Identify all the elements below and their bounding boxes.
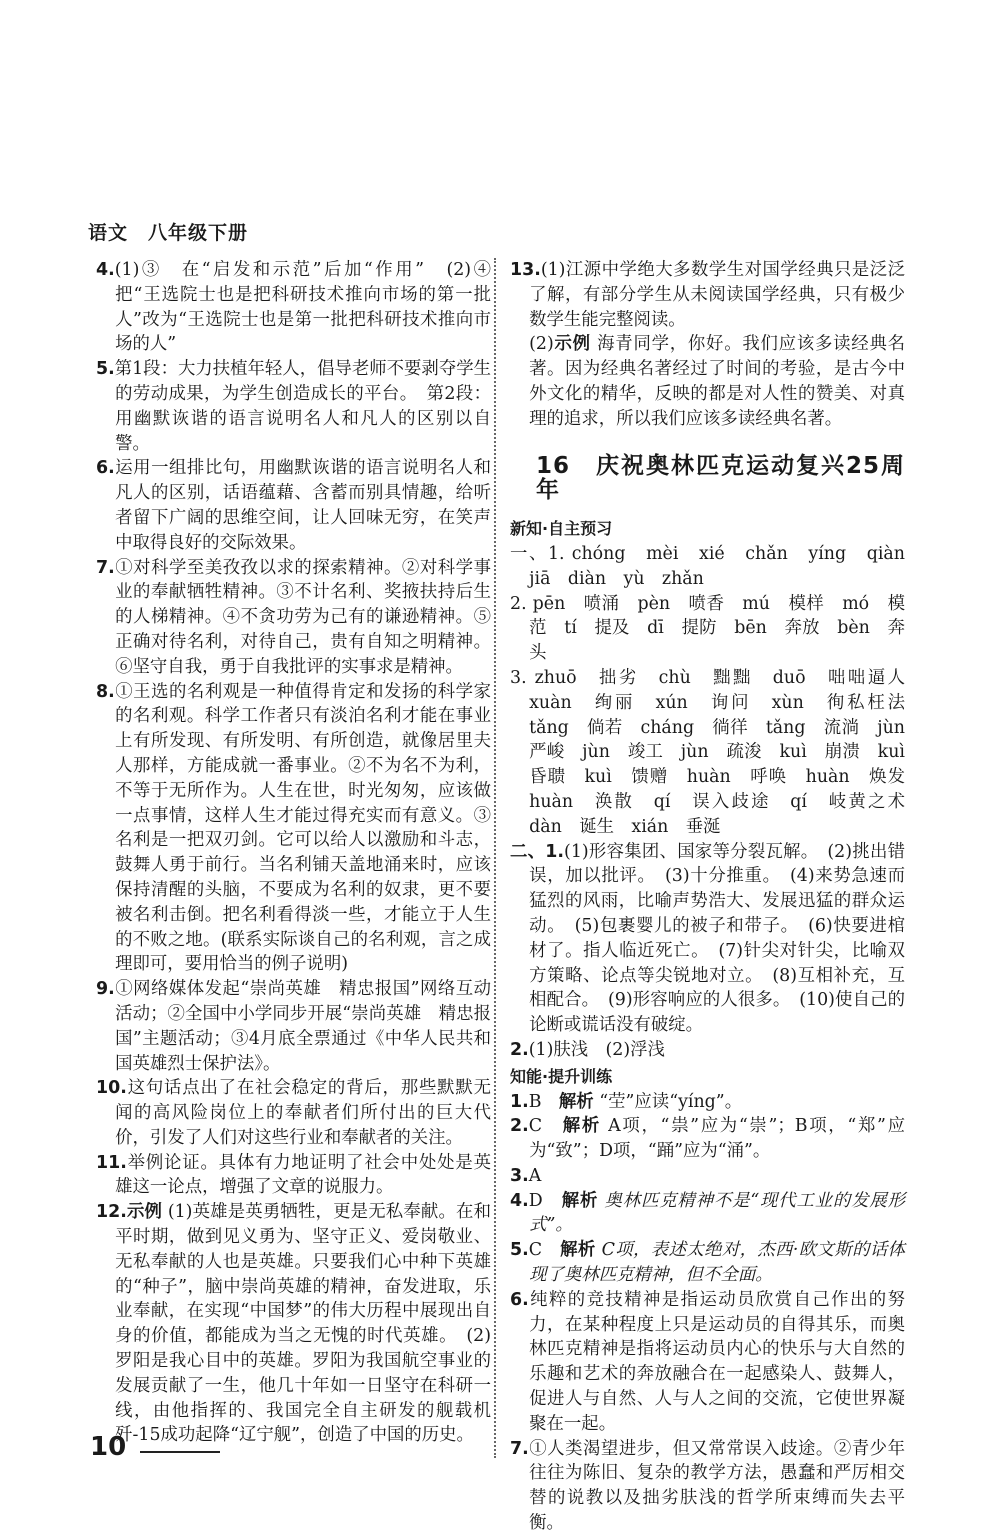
pinyin-q3: 3. zhuō 拙劣 chù 黜黜 duō 咄咄逼人 xuàn 绚丽 xún 询问 xùn 徇私枉法 tǎng 倘若 cháng 徜徉 tǎng 流淌 jùn 严峻 jùn 竣工 jùn 疏浚 kuì 崩溃 kuì 昏聩 kuì 馈赠 huàn 呼唤 huàn 焕发 huàn 涣散 qí 误入歧途 qí 岐黄之术 dàn 诞生 xián 垂涎 bbox=[510, 667, 923, 837]
answer-item: 4.D 解析 奥林匹克精神不是“现代工业的发展形式”。 bbox=[510, 1190, 905, 1236]
answer-item: 5.第1段：大力扶植年轻人，倡导老师不要剥夺学生的劳动成果，为学生创造成长的平台。 第2段：用幽默诙谐的语言说明名人和凡人的区别以自警。 bbox=[96, 359, 491, 454]
left-column bbox=[96, 258, 509, 1448]
answer-item: 7.①人类渴望进步，但又常常误入歧途。②青少年往往为陈旧、复杂的教学方法，愚蠢和严厉相交替的说教以及拙劣肤浅的哲学所束缚而失去平衡。 bbox=[510, 1438, 905, 1534]
answer-item: 8.①王选的名利观是一种值得肯定和发扬的科学家的名利观。科学工作者只有淡泊名利才能在事业上有所发现、有所发明、有所创造，就像居里夫人那样，方能成就一番事业。②不为名不为利，不等于无所作为。人生在世，时光匆匆，应该做一点事情，这样人生才能过得充实而有意义。③名利是一把双刃剑。它可以给人以激励和斗志，鼓舞人勇于前行。当名利铺天盖地涌来时，应该保持清醒的头脑，不要成为名利的奴隶，更不要被名利击倒。把名利看得淡一些，才能立于人生的不败之地。(联系实际谈自己的名利观，言之成理即可，要用恰当的例子说明) bbox=[96, 681, 491, 975]
lesson-title: 16 庆祝奥林匹克运动复兴25周年 bbox=[536, 452, 905, 504]
pinyin-q1: 一、1. chóng mèi xié chǎn yíng qiàn jiā diàn yù zhǎn bbox=[510, 543, 923, 589]
answer-item: 1.B 解析 “茔”应读“yíng”。 bbox=[510, 1091, 743, 1112]
column-divider bbox=[494, 258, 496, 1458]
answer-item: 4.(1)③ 在“启发和示范”后加“作用” (2)④ 把“王选院士也是把科研技术推向市场的第一批人”改为“王选院士也是第一批把科研技术推向市场的人” bbox=[96, 260, 509, 355]
page-number: 10 bbox=[90, 1432, 127, 1462]
answer-item: 9.①网络媒体发起“崇尚英雄 精忠报国”网络互动活动；②全国中小学同步开展“崇尚英雄 精忠报国”主题活动；③4月底全票通过《中华人民共和国英雄烈士保护法》。 bbox=[96, 979, 491, 1074]
page-number-rule bbox=[140, 1451, 220, 1453]
answer-item: 7.①对科学至美孜孜以求的探索精神。②对科学事业的奉献牺牲精神。③不计名利、奖掖扶持后生的人梯精神。④不贪功劳为己有的谦逊精神。⑤正确对待名利，对待自己，贵有自知之明精神。⑥坚守自我，勇于自我批评的实事求是精神。 bbox=[96, 557, 491, 677]
right-column bbox=[510, 258, 923, 1536]
answer-item-13-part2: (2)示例 海青同学，你好。我们应该多读经典名著。因为经典名著经过了时间的考验，是古今中外文化的精华，反映的都是对人性的赞美、对真理的追求，所以我们应该多读经典名著。 bbox=[529, 334, 905, 429]
answer-item: 6.运用一组排比句，用幽默诙谐的语言说明名人和凡人的区别，话语蕴藉、含蓄而别具情趣，给听者留下广阔的思维空间，让人回味无穷，在笑声中取得良好的交际效果。 bbox=[96, 458, 491, 553]
answer-item: 11.举例论证。具体有力地证明了社会中处处是英雄这一论点，增强了文章的说服力。 bbox=[96, 1152, 491, 1198]
answer-item: 6.纯粹的竞技精神是指运动员欣赏自己作出的努力，在某种程度上只是运动员的自得其乐，而奥林匹克精神是指将运动员内心的快乐与大自然的乐趣和艺术的奔放融合在一起感染人、鼓舞人，促进人与自然、人与人之间的交流，它使世界凝聚在一起。 bbox=[510, 1289, 905, 1434]
section-heading-preview: 新知·自主预习 bbox=[510, 519, 613, 539]
answer-item: 2.(1)肤浅 (2)浮浅 bbox=[510, 1039, 665, 1060]
answer-item: 3.A bbox=[510, 1165, 542, 1186]
page-header: 语文 八年级下册 bbox=[88, 222, 249, 244]
answer-item: 5.C 解析 C项，表述太绝对，杰西·欧文斯的话体现了奥林匹克精神，但不全面。 bbox=[510, 1240, 905, 1286]
answer-item: 10.这句话点出了在社会稳定的背后，那些默默无闻的高风险岗位上的奉献者们所付出的巨大代价，引发了人们对这些行业和奉献者的关注。 bbox=[96, 1078, 491, 1148]
answer-item-13: 13.(1)江源中学绝大多数学生对国学经典只是泛泛了解，有部分学生从未阅读国学经典，只有极少数学生能完整阅读。 bbox=[510, 260, 905, 330]
answer-item: 2.C 解析 A项，“祟”应为“崇”；B项，“郑”应为“致”；D项，“踊”应为“涌”。 bbox=[510, 1116, 905, 1162]
section-heading-training: 知能·提升训练 bbox=[510, 1066, 613, 1086]
answer-item: 12.示例 (1)英雄是英勇牺牲，更是无私奉献。在和平时期，做到见义勇为、坚守正义、爱岗敬业、无私奉献的人也是英雄。只要我们心中种下英雄的“种子”，脑中崇尚英雄的精神，奋发进取，乐业奉献，在实现“中国梦”的伟大历程中展现出自身的价值，都能成为当之无愧的时代英雄。 (2)罗阳是我心目中的英雄。罗阳为我国航空事业的发展贡献了一生，他几十年如一日坚守在科研一线，由他指挥的、我国完全自主研发的舰载机歼-15成功起降“辽宁舰”，创造了中国的历史。 bbox=[96, 1202, 491, 1446]
pinyin-q2: 2. pēn 喷涌 pèn 喷香 mú 模样 mó 模范 tí 提及 dī 提防 bēn 奔放 bèn 奔头 bbox=[510, 593, 905, 664]
definitions-item: 二、1.(1)形容集团、国家等分裂瓦解。 (2)挑出错误，加以批评。 (3)十分推重。 (4)来势急速而猛烈的风雨，比喻声势浩大、发展迅猛的群众运动。 (5)包裹婴儿的被子和带子。 (6)快要进棺材了。指人临近死亡。 (7)针尖对针尖，比喻双方策略、论点等尖锐地对立。 (8)互相补充，互相配合。 (9)形容响应的人很多。 (10)使自己的论断或谎话没有破绽。 bbox=[510, 841, 905, 1036]
